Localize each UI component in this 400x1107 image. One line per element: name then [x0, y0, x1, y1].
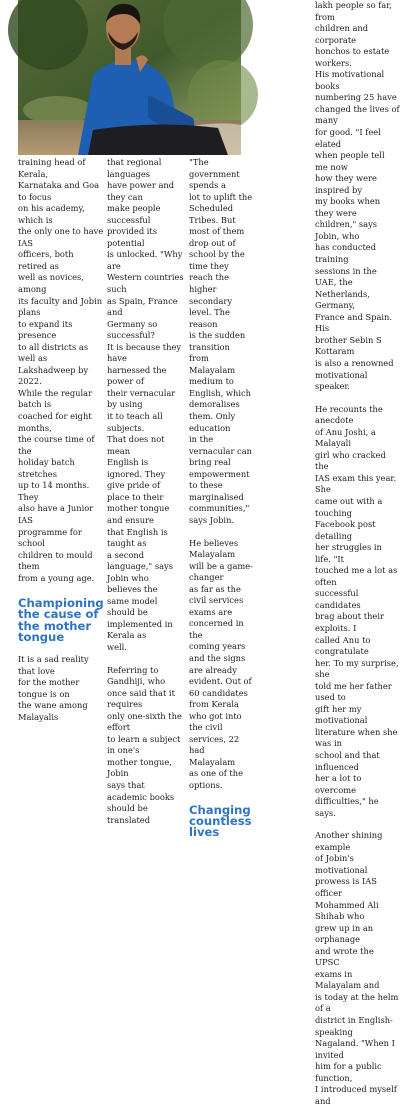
section-heading-mother-tongue: Championing the cause of the mother tongue: [18, 596, 104, 644]
column3-paragraph-2: He believes Malayalam will be a game-changer as far as the civil services exams are concerned in the coming years and the signs are already evident. Out of 60 candidates from Kerala who got into the civil services, 22 had Malayalam as one of the options.: [189, 537, 253, 790]
article-column-2: [107, 157, 185, 825]
article-column-1: [18, 157, 104, 722]
article-column-4: [315, 0, 400, 1106]
article-photo: [18, 0, 241, 155]
photo-illustration: [18, 0, 241, 155]
column1-paragraph-2: It is a sad reality that love for the mother tongue is on the wane among Malayalis: [18, 654, 89, 722]
column3-paragraph-1: "The government spends a lot to uplift the Scheduled Tribes. But most of them drop out of school by the time they reach the higher secondary level. The reason is the sudden transition from Malayalam medium to English, which demoralises them. Only education in the vernacular can bring real empowerment to these marginalised communities," says Jobin.: [189, 157, 253, 525]
column1-paragraph-1: training head of Kerala, Karnataka and Goa to focus on his academy, which is the only one to have IAS officers, both retired as well as novices, among its faculty and Jobin plans to expand its presence to all districts as well as Lakshadweep by 2022. While the regular batch is coached for eight months, the course time of the holiday batch stretches up to 14 months. They also have a Junior IAS programme for school children to mould them from a young age.: [18, 157, 104, 583]
column2-paragraph-1: that regional languages have power and they can make people successful provided its potential is unlocked. "Why are Western countries such as Spain, France and Germany so successful? It is because they have harnessed the power of their vernacular by using it to teach all subjects. That does not mean English is ignored. They give pride of place to their mother tongue and ensure that English is taught as a second language," says Jobin who believes the same model should be implemented in Kerala as well.: [107, 157, 184, 652]
column4-paragraph-2: He recounts the anecdote of Anu Joshi, a Malayali girl who cracked the IAS exam this year. She came out with a touching Facebook post detailing her struggles in life. "It touched me a lot as often successful candidates brag about their exploits. I called Anu to congratulate her. To my surprise, she told me her father used to gift her my motivational literature when she was in school and that influenced her a lot to overcome difficulties," he says.: [315, 403, 399, 818]
column4-paragraph-3: Another shining example of Jobin's motivational prowess is IAS officer Mohammed Ali Shihab who grew up in an orphanage and wrote the UPSC exams in Malayalam and is today at the helm of a district in English-speaking Nagaland. "When I invited him for a public function, I introduced myself and: [315, 830, 399, 1106]
column2-paragraph-2: Referring to Gandhiji, who once said that it requires only one-sixth the effort to learn a subject in one's mother tongue, Jobin says that academic books should be translated: [107, 664, 182, 825]
section-heading-changing-lives: Changing countless lives: [189, 802, 252, 839]
article-column-3: [189, 157, 253, 839]
column4-paragraph-1: lakh people so far, from children and corporate honchos to estate workers. His motivational books numbering 25 have changed the lives of many for good. "I feel elated when people tell me now how they were inspired by my books when they were children," says Jobin, who has conducted training sessions in the UAE, the Netherlands, Germany, France and Spain. His brother Sebin S Kottaram is also a renowned motivational speaker.: [315, 0, 400, 392]
